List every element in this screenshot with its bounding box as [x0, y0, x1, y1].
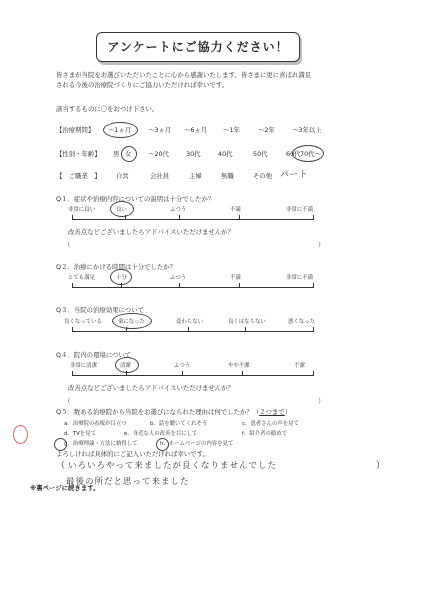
q1-paren-close: ）	[318, 241, 325, 249]
q5-option-b[interactable]: b．話を聴いてくれそう	[150, 421, 208, 427]
job-other[interactable]: その他	[253, 172, 273, 180]
q1-circle-mark	[110, 201, 134, 217]
q3-tick	[188, 327, 189, 332]
q4-paren-close: ）	[318, 397, 325, 405]
q5-option-g[interactable]: g．治療理論・方法に納得して	[64, 441, 138, 447]
q5-paren-close: ）	[376, 461, 386, 471]
q2-scale-4[interactable]: 不満	[230, 275, 241, 281]
period-circle-mark	[103, 122, 138, 138]
q5-question-text: Q５．数ある治療院から当院をお選びになられた理由は何でしたか？（	[56, 408, 260, 416]
q5-option-d[interactable]: d．TVを見て	[64, 431, 96, 437]
q2-scale-line	[72, 287, 314, 288]
q4-question: Q４．院内の環境について	[56, 351, 132, 359]
q1-scale-3[interactable]: ふつう	[170, 207, 187, 213]
q1-paren-open: （	[64, 241, 71, 249]
q4-circle-mark	[115, 357, 139, 373]
q2-question: Q２．治療にかける時間は十分でしたか？	[56, 263, 177, 271]
instruction: 該当するものに〇をおつけ下さい。	[56, 105, 159, 113]
q2-tick	[239, 283, 240, 288]
q4-followup: 改善点などございましたらアドバイスいただけませんか？	[68, 384, 234, 392]
q2-scale-1[interactable]: とても満足	[68, 275, 95, 281]
q5-option-h[interactable]: h．ホームページの内容を見て	[160, 441, 234, 447]
q2-tick	[179, 283, 180, 288]
job-other-handwritten: パート	[280, 170, 309, 180]
q5-option-c[interactable]: c．患者さんの声を見て	[242, 421, 299, 427]
q4-tick	[72, 371, 73, 376]
job-office-worker[interactable]: 会社員	[150, 172, 170, 180]
job-unemployed[interactable]: 無職	[221, 172, 234, 180]
q4-scale-2[interactable]: 清潔	[120, 363, 131, 369]
period-option-3y[interactable]: 〜3年以上	[292, 126, 322, 134]
gender-circle-mark	[121, 146, 137, 162]
q4-tick	[126, 371, 127, 376]
q3-question: Q３．当院の治療効果について	[56, 306, 144, 314]
q4-tick	[242, 371, 243, 376]
intro-line-1: 皆さまが当院をお選びいただいたことに心から感謝いたします。皆さまに更に喜ばれ満足	[56, 71, 312, 79]
q3-tick	[245, 327, 246, 332]
age-70s[interactable]: 70代〜	[300, 150, 321, 158]
q1-scale-1[interactable]: 非常に良い	[68, 207, 95, 213]
age-20s[interactable]: 〜20代	[148, 150, 169, 158]
q1-scale-4[interactable]: 不満	[230, 207, 241, 213]
q1-question: Q１．症状や治療内容についての説明は十分でしたか？	[56, 195, 215, 203]
job-label: 【 ご職業 】	[56, 172, 101, 180]
q1-scale-line	[72, 219, 314, 220]
q5-detail-prompt: よろしければ具体的にご記入いただければ幸いです。	[56, 450, 209, 458]
age-30s[interactable]: 30代	[186, 150, 201, 158]
q3-tick	[72, 327, 73, 332]
survey-title: アンケートにご協力ください！	[96, 32, 300, 62]
period-option-3m[interactable]: 〜3ヵ月	[148, 126, 172, 134]
period-label: 【治療期間】	[56, 126, 95, 134]
gender-female[interactable]: 女	[125, 150, 132, 158]
q3-tick	[313, 327, 314, 332]
period-option-1y[interactable]: 〜1年	[223, 126, 240, 134]
q5-question-end: ）	[284, 408, 292, 416]
q1-tick	[313, 215, 314, 220]
q4-scale-5[interactable]: 不潔	[294, 363, 305, 369]
q1-scale-2[interactable]: 良い	[116, 207, 127, 213]
q1-tick	[72, 215, 73, 220]
q1-tick	[179, 215, 180, 220]
q1-followup: 改善点などございましたらアドバイスいただけませんか？	[68, 228, 234, 236]
period-option-1m[interactable]: 〜1ヵ月	[108, 126, 132, 134]
q3-tick	[126, 327, 127, 332]
q4-tick	[182, 371, 183, 376]
age-60s[interactable]: 60代	[286, 150, 301, 158]
job-housewife[interactable]: 主婦	[189, 172, 202, 180]
q3-scale-3[interactable]: 変わらない	[176, 319, 203, 325]
q1-tick	[125, 215, 126, 220]
q5-emphasis: ２つまで	[259, 408, 285, 416]
q3-circle-mark	[112, 313, 152, 329]
q5-handwritten-line-2: 最後の所だと思って来ました	[66, 477, 190, 487]
q3-scale-4[interactable]: 良くはならない	[228, 319, 266, 325]
q2-tick	[72, 283, 73, 288]
q2-scale-3[interactable]: ふつう	[170, 275, 187, 281]
q4-tick	[313, 371, 314, 376]
q3-scale-2[interactable]: 楽になった	[118, 319, 145, 325]
q5-handwritten-line-1: いろいろやって来ましたが良くなりませんでした	[68, 461, 278, 471]
q5-option-e[interactable]: e．身近な人の改善を目にして	[124, 431, 198, 437]
q4-scale-line	[72, 375, 314, 376]
q1-tick	[239, 215, 240, 220]
red-check-mark	[13, 425, 28, 444]
q3-scale-line	[72, 331, 314, 332]
period-option-6m[interactable]: 〜6ヵ月	[184, 126, 208, 134]
profile-label: 【性別・年齢】	[56, 150, 101, 158]
job-self-employed[interactable]: 自営	[116, 172, 129, 180]
q3-scale-5[interactable]: 悪くなった	[288, 319, 315, 325]
q2-scale-5[interactable]: 非常に不満	[286, 275, 313, 281]
q4-scale-3[interactable]: ふつう	[174, 363, 191, 369]
q2-scale-2[interactable]: 十分	[116, 275, 127, 281]
q4-paren-open: （	[64, 397, 71, 405]
age-50s[interactable]: 50代	[253, 150, 268, 158]
q2-tick	[121, 283, 122, 288]
q3-scale-1[interactable]: 良くなっている	[64, 319, 102, 325]
q4-scale-1[interactable]: 非常に清潔	[70, 363, 97, 369]
gender-male[interactable]: 男	[113, 150, 120, 158]
period-option-2y[interactable]: 〜2年	[258, 126, 275, 134]
q1-scale-5[interactable]: 非常に不満	[286, 207, 313, 213]
q4-scale-4[interactable]: やや不潔	[228, 363, 250, 369]
q5-option-a[interactable]: a．治療院の看板が目立つ	[64, 421, 127, 427]
q2-tick	[313, 283, 314, 288]
age-40s[interactable]: 40代	[218, 150, 233, 158]
age-circle-mark	[292, 145, 324, 162]
q5-option-f[interactable]: f．紹介者の勧めで	[242, 431, 288, 437]
q5-question	[56, 408, 291, 417]
continued-note: ※裏ページに続きます。	[30, 484, 100, 492]
q5-paren-open: （	[56, 461, 66, 471]
intro-line-2: される今後の治療院づくりにご協力いただければ幸いです。	[56, 81, 229, 89]
